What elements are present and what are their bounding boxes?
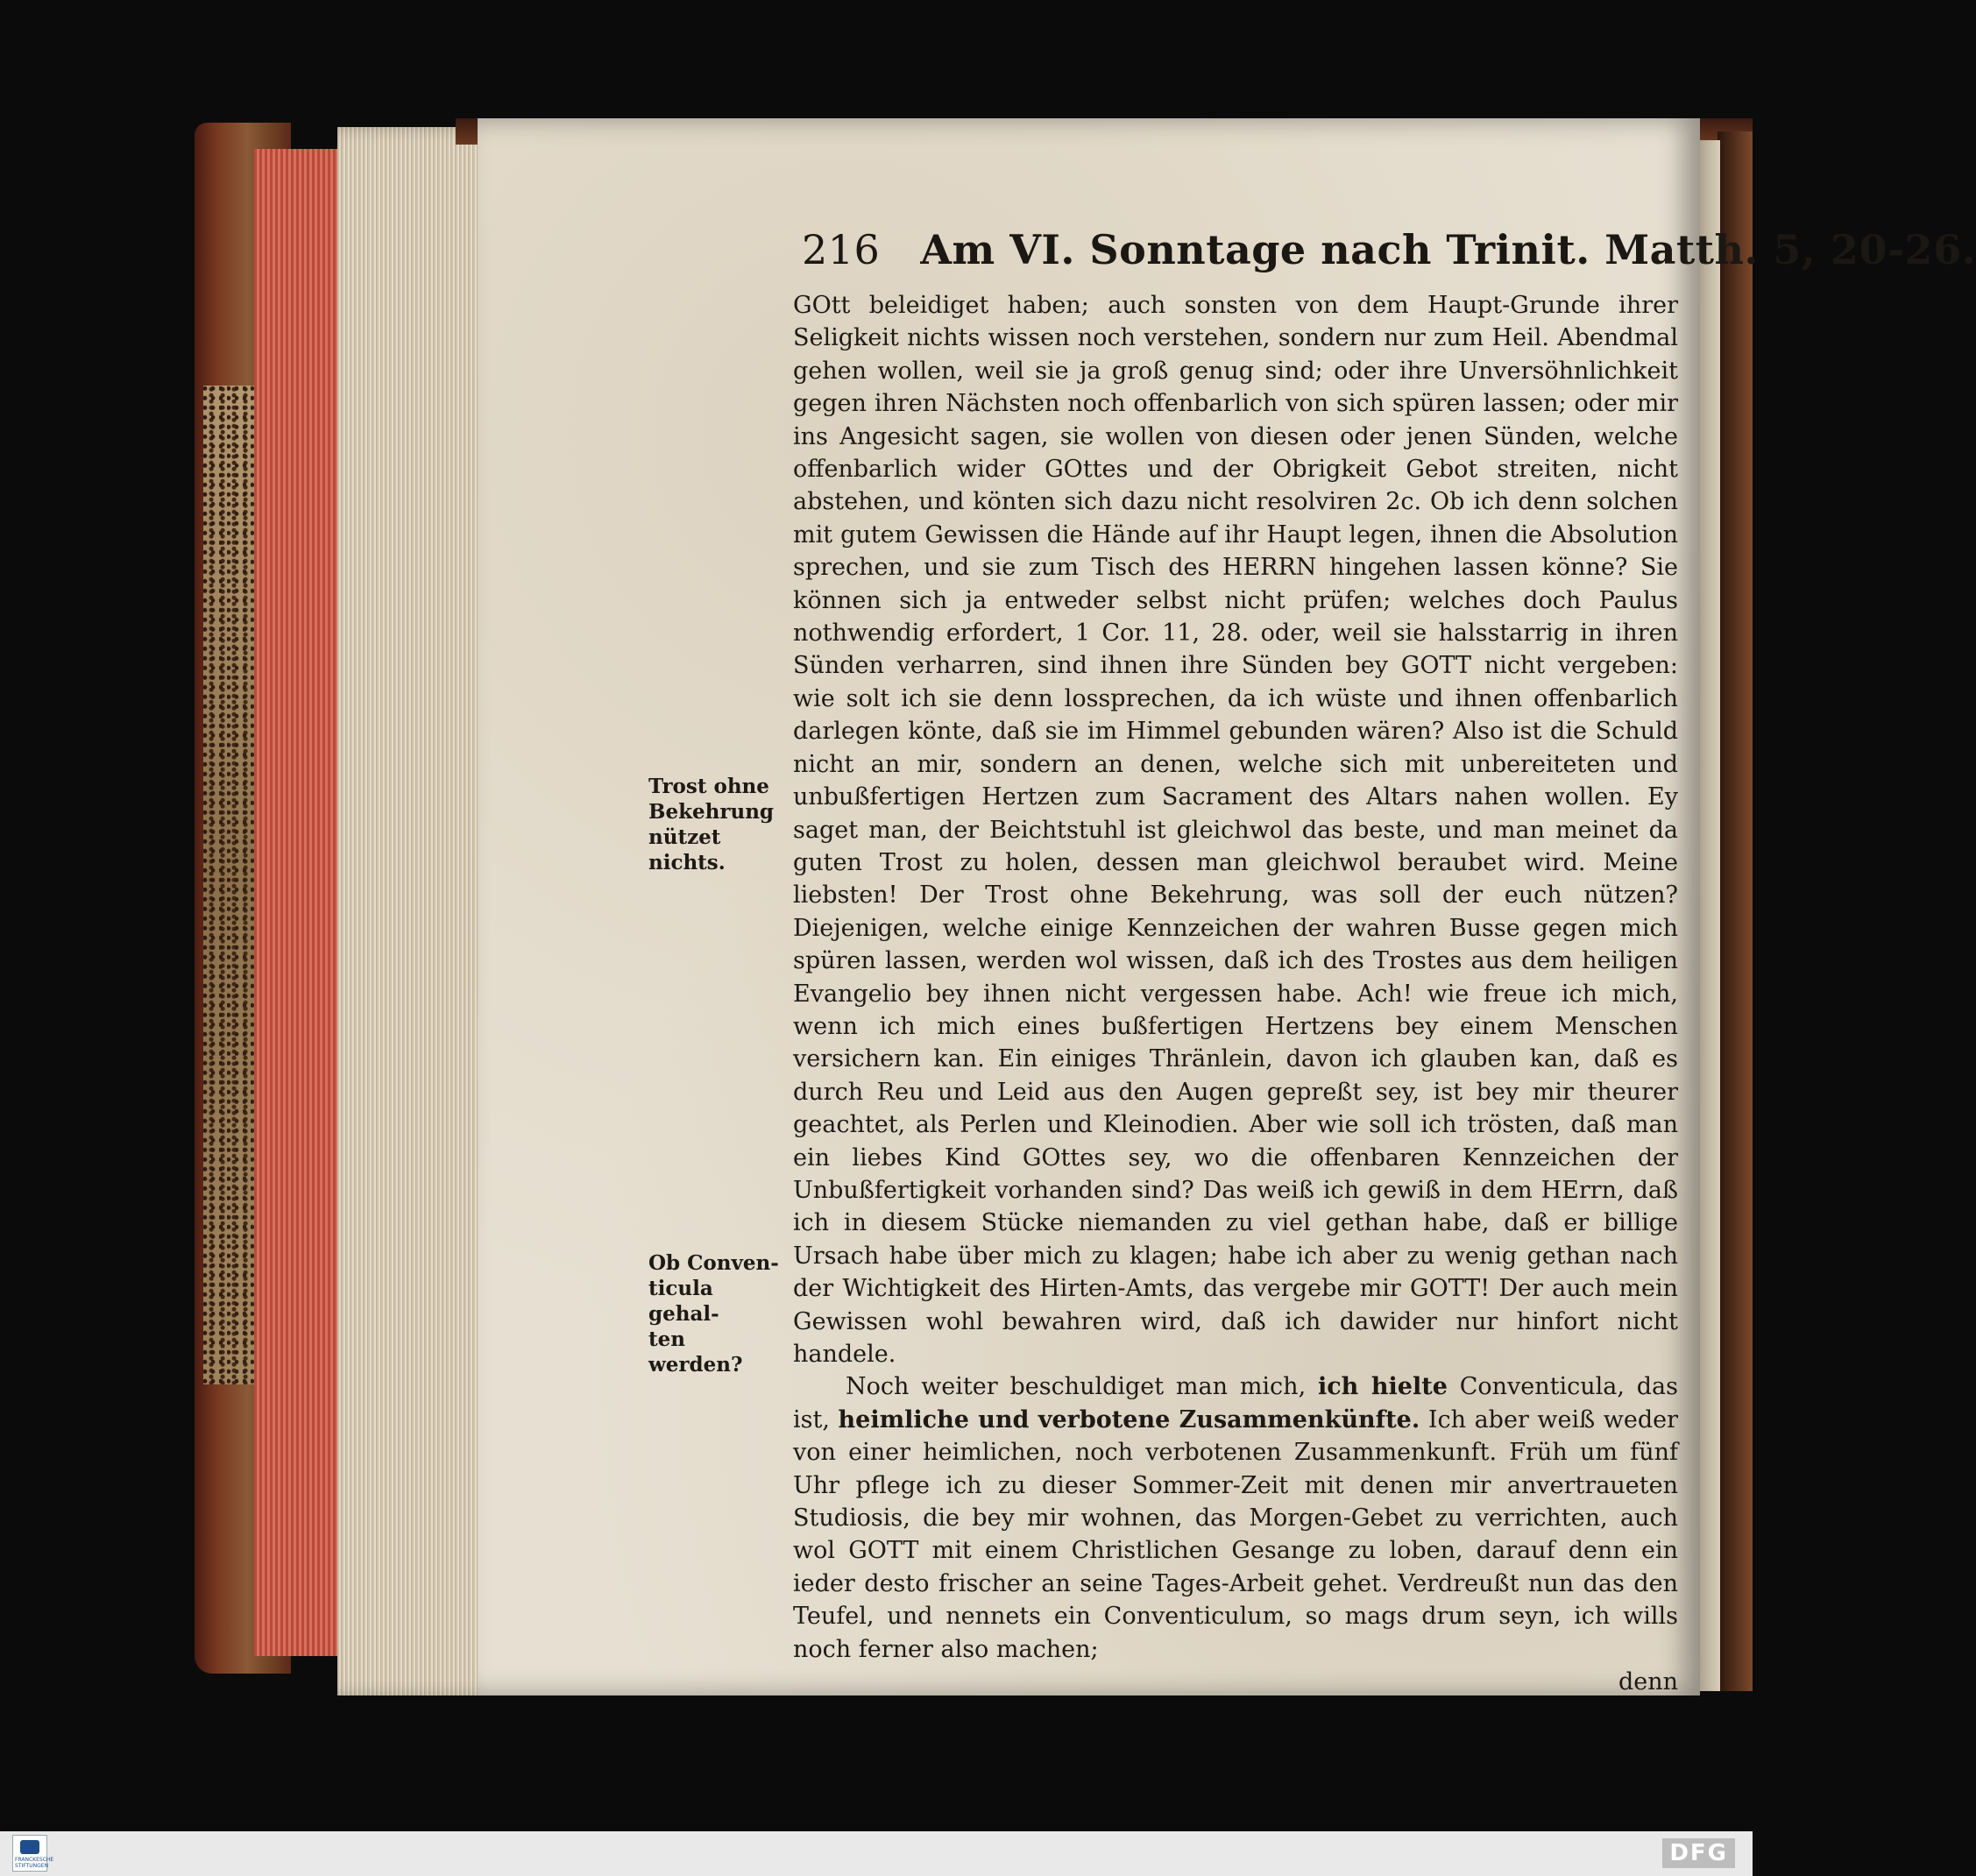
para2-mid: das ist, xyxy=(793,1373,1679,1434)
para2-start: Noch weiter beschuldiget man mich, xyxy=(846,1373,1307,1401)
red-page-edges xyxy=(254,149,351,1656)
viewer-footer xyxy=(0,1831,1753,1876)
marginal-line: Ob Conven- xyxy=(648,1251,779,1275)
paragraph-2 xyxy=(793,1370,1678,1666)
para2-latin: Conventicula, xyxy=(1459,1373,1625,1401)
running-title: Am VI. Sonntage nach Trinit. Matth. 5, 20-26. xyxy=(920,226,1976,273)
marginal-line: ten werden? xyxy=(648,1327,743,1377)
para2-rest: Ich aber weiß weder von einer heimlichen, noch verbotenen Zusammenkunft. Früh um fünf Uhr pflege ich zu dieser Sommer-Zeit mit denen mir anvertraueten Studiosis, die bey mir wohnen, das Morgen-Gebet zu verrichten, auch wol GOTT mit einem Christlichen Gesange zu loben, darauf denn ein ieder desto frischer an seine Tages-Arbeit gehet. Verdreußt nun das den Teufel, und nennets ein Conventiculum, so mags drum seyn, ich wills noch ferner also machen; xyxy=(793,1405,1678,1663)
catchword: denn xyxy=(1618,1668,1678,1696)
institution-logo xyxy=(12,1835,54,1872)
page-body-text xyxy=(793,289,1678,1698)
institution-logo-icon xyxy=(20,1840,39,1854)
paragraph-1: GOtt beleidiget haben; auch sonsten von dem Haupt-Grunde ihrer Seligkeit nichts wissen noch verstehen, sondern nur zum Heil. Abendmal gehen wollen, weil sie ja groß genug sind; oder ihre Unversöhnlichkeit gegen ihren Nächsten noch offenbarlich von sich spüren lassen; oder mir ins Angesicht sagen, sie wollen von diesen oder jenen Sünden, welche offenbarlich wider GOttes und der Obrigkeit Gebot streiten, nicht abstehen, und könten sich dazu nicht resolviren 2c. Ob ich denn solchen mit gutem Gewissen die Hände auf ihr Haupt legen, ihnen die Absolution sprechen, und sie zum Tisch des HERRN hingehen lassen könne? Sie können sich ja entweder selbst nicht prüfen; welches doch Paulus nothwendig erfordert, 1 Cor. 11, 28. oder, weil sie halsstarrig in ihren Sünden verharren, sind ihnen ihre Sünden bey GOTT nicht vergeben: wie solt ich sie denn lossprechen, da ich wüste und ihnen offenbarlich darlegen könte, daß sie im Himmel gebunden wären? Also ist die Schuld nicht an mir, sondern an denen, welche sich mit unbereiteten und unbußfertigen Hertzen zum Sacrament des Altars nahen wollen. Ey saget man, der Beichtstuhl ist gleichwol das beste, und man meinet da guten Trost zu holen, dessen man gleichwol beraubet wird. Meine liebsten! Der Trost ohne Bekehrung, was soll der euch nützen? Diejenigen, welche einige Kennzeichen der wahren Busse gegen mich spüren lassen, werden wol wissen, daß ich des Trostes aus dem heiligen Evangelio bey ihnen nicht vergessen habe. Ach! wie freue ich mich, wenn ich mich eines bußfertigen Hertzens bey einem Menschen versichern kan. Ein einiges Thränlein, davon ich glauben kan, daß es durch Reu und Leid aus den Augen gepreßt sey, ist bey mir theurer geachtet, als Perlen und Kleinodien. Aber wie soll ich trösten, daß man ein liebes Kind GOttes sey, wo die offenbaren Kennzeichen der Unbußfertigkeit vorhanden sind? Das weiß ich gewiß in dem HErrn, daß ich in diesem Stücke niemanden zu viel gethan habe, daß er billige Ursach habe über mich zu klagen; habe ich aber zu wenig gethan nach der Wichtigkeit des Hirten-Amts, das vergebe mir GOTT! Der auch mein Gewissen wohl bewahren wird, daß ich dawider nur hinfort nicht handele. xyxy=(793,292,1678,1368)
para2-emphasis: ich hielte xyxy=(1317,1373,1448,1401)
marginal-note-2 xyxy=(648,1250,780,1377)
marbled-cover-panel xyxy=(203,386,254,1384)
marginal-note-1 xyxy=(648,774,780,875)
institution-logo-text: FRANCKESCHE STIFTUNGEN xyxy=(15,1857,54,1869)
marginal-line: Bekehrung xyxy=(648,800,775,824)
book-cover-right xyxy=(1717,131,1753,1691)
page-number: 216 xyxy=(802,226,881,273)
marginal-line: Trost ohne xyxy=(648,775,769,798)
marginal-line: ticula gehal- xyxy=(648,1277,719,1326)
dfg-logo: DFG xyxy=(1662,1838,1735,1868)
marginal-line: nützet nichts. xyxy=(648,825,726,874)
para2-emphasis-2: heimliche und verbotene Zusammenkünfte. xyxy=(838,1405,1420,1434)
running-header xyxy=(802,226,1976,273)
